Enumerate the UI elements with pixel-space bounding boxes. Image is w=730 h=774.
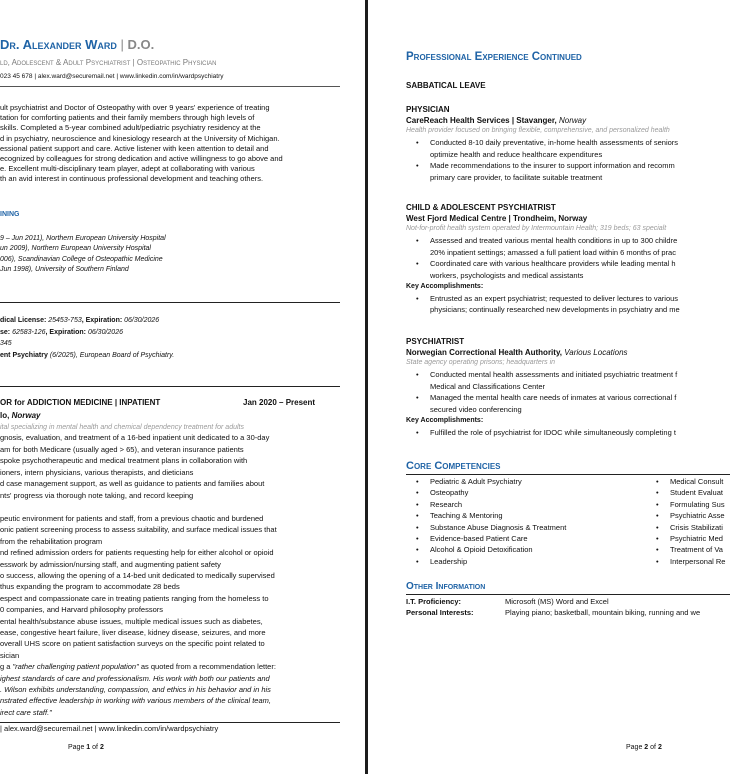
- accomplishment-line: • Fulfilled the role of psychiatrist for IDOC while simultaneously completing t: [430, 428, 676, 438]
- summary-line: ult psychiatrist and Doctor of Osteopathy with over 9 years' experience of treating: [0, 103, 270, 112]
- other-info-rule: [406, 594, 730, 595]
- job-org: [406, 348, 628, 357]
- job-bullet-line: nts' progress via thorough note taking, and record keeping: [0, 491, 194, 500]
- job-bullet-line: thus expanding the program to accommodate 28 beds: [0, 582, 180, 592]
- job-bullet-line: secured video conferencing: [430, 404, 522, 414]
- footer-rule: [0, 722, 340, 723]
- summary-line: d in psychiatry, neuroscience and kinesiology research at the University of Michigan.: [0, 133, 280, 143]
- job-bullet-line: • Conducted 8-10 daily preventative, in-home health assessments of seniors: [430, 138, 678, 148]
- job-bullet-line: peutic environment for patients and staff, from a previous chaotic and burdened: [0, 514, 264, 523]
- summary-line: skills. Completed a 5-year combined adult/pediatric psychiatry residency at the: [0, 123, 261, 133]
- job-title: CHILD & ADOLESCENT PSYCHIATRIST: [406, 203, 556, 212]
- competency-item: • Treatment of Va: [670, 545, 723, 555]
- license-item: [0, 316, 159, 326]
- license-value: 25453-753: [48, 317, 82, 324]
- job-title: PSYCHIATRIST: [406, 337, 465, 346]
- job-bullet-line: o success, allowing the opening of a 14-bed unit dedicated to medically supervised: [0, 571, 275, 580]
- competency-item: • Crisis Stabilizati: [670, 523, 723, 533]
- training-item: 006), Scandinavian College of Osteopathic Medicine: [0, 255, 163, 263]
- job-bullet-line: sician: [0, 650, 20, 660]
- license-exp-label: , Expiration:: [45, 329, 88, 336]
- header-rule: [0, 86, 340, 87]
- job-org-name: CareReach Health Services | Stavanger,: [406, 116, 559, 125]
- accomplishment-line: physicians; continually researched new developments in psychiatry and me: [430, 305, 680, 314]
- job-bullet-line: ental health/substance abuse issues, multiple medical issues such as diabetes,: [0, 616, 263, 626]
- job-bullet-line: esswork by admission/nursing staff, and augmenting patient safety: [0, 559, 221, 569]
- quote-line: nstrated effective leadership in working with various members of the clinical team,: [0, 696, 271, 706]
- competency-item: • Evidence-based Patient Care: [430, 534, 528, 544]
- job-bullet-line: nd refined admission orders for patients requesting help for either alcohol or opioid: [0, 548, 274, 558]
- summary-line: ecognized by colleagues for strong dedication and active willingness to go above and: [0, 154, 283, 163]
- summary-line: th an avid interest in continuous professional development and teaching others.: [0, 174, 264, 184]
- quote-line: . Wilson exhibits understanding, compassion, and ethics in his behavior and in his: [0, 685, 271, 695]
- job-location: lo, Norway: [0, 411, 41, 420]
- license-value: 62583-126: [12, 329, 46, 336]
- candidate-name: Dr. Alexander Ward: [0, 37, 117, 52]
- license-exp: 06/30/2026: [124, 317, 160, 324]
- it-value: Microsoft (MS) Word and Excel: [505, 597, 609, 606]
- page-number-1: Page 1 of 2: [68, 744, 104, 751]
- job-bullet-line: • Managed the mental health care needs of inmates at various correctional f: [430, 393, 676, 403]
- job-bullet-line: gnosis, evaluation, and treatment of a 16-bed inpatient unit dedicated to a 30-day: [0, 433, 270, 442]
- job-description: Not-for-profit health system operated by Intermountain Health; 319 beds; 63 specialt: [406, 225, 667, 232]
- job-title: OR for ADDICTION MEDICINE | INPATIENT: [0, 398, 161, 407]
- job-bullet-line: ease, congestive heart failure, liver disease, kidney disease, seizures, and more: [0, 628, 266, 637]
- training-item: Jun 1998), University of Southern Finland: [0, 266, 129, 274]
- job-bullet-line: d case management support, as well as guidance to patients and families about: [0, 479, 265, 489]
- interests-label: Personal Interests:: [406, 608, 474, 617]
- summary-line: tation for comforting patients and their family members through high levels of: [0, 113, 255, 123]
- job-bullet-line: • Conducted mental health assessments and initiated psychiatric treatment f: [430, 370, 677, 380]
- job-org: [406, 116, 586, 125]
- page-number-2: Page 2 of 2: [626, 744, 662, 751]
- job-bullet-line: overall UHS score on patient satisfaction surveys on the specific point related to: [0, 639, 265, 649]
- job-org: [406, 214, 587, 223]
- competency-item: • Psychiatric Asse: [670, 511, 725, 521]
- contact-line: 023 45 678 | alex.ward@securemail.net | www.linkedin.com/in/wardpsychiatry: [0, 73, 224, 80]
- license-value: (6/2025), European Board of Psychiatry.: [49, 352, 175, 359]
- competencies-heading: Core Competencies: [406, 460, 501, 472]
- job-org-location: Norway: [558, 116, 587, 125]
- license-label: se:: [0, 329, 13, 336]
- it-label: I.T. Proficiency:: [406, 597, 462, 606]
- license-item: [0, 328, 123, 338]
- license-item: [0, 351, 174, 361]
- credential: D.O.: [127, 37, 155, 52]
- accomplishment-line: • Entrusted as an expert psychiatrist; requested to deliver lectures to various: [430, 294, 678, 304]
- competency-item: • Formulating Sus: [670, 500, 725, 510]
- training-item: un 2009), Northern European University Hospital: [0, 245, 151, 253]
- job-bullet-line: onic patient screening process to assess suitability, and surface medical issues that: [0, 525, 277, 535]
- competency-item: • Student Evaluat: [670, 488, 723, 498]
- job-org-name: Norwegian Correctional Health Authority,: [406, 348, 565, 357]
- quote-line: ighest standards of care and professionalism. His work with both our patients and: [0, 674, 270, 683]
- job-bullet-line: espect and compassionate care in treating patients ranging from the homeless to: [0, 593, 269, 603]
- experience-continued-heading: Professional Experience Continued: [406, 51, 582, 63]
- job-bullet-line: 0 companies, and Harvard philosophy professors: [0, 605, 164, 615]
- training-item: 9 – Jun 2011), Northern European University Hospital: [0, 235, 166, 242]
- summary-line: e. Excellent multi-disciplinary team player, adept at collaborating with various: [0, 164, 255, 174]
- summary-line: essional patient support and care. Active listener with keen attention to detail and: [0, 143, 269, 153]
- job-bullet-line: workers, psychologists and medical assistants: [430, 270, 584, 280]
- license-exp: 06/30/2026: [87, 329, 123, 336]
- job-bullet-line: primary care provider, to facilitate suitable treatment: [430, 172, 603, 182]
- job-bullet-line: 20% inpatient settings; amassed a full patient load within 6 months of prac: [430, 247, 676, 257]
- license-label: ent Psychiatry: [0, 352, 50, 359]
- rule-job: [0, 386, 340, 387]
- competency-item: • Medical Consult: [670, 477, 723, 487]
- license-value: 345: [0, 340, 12, 347]
- competency-item: • Leadership: [430, 557, 467, 567]
- job-org-location: Various Locations: [564, 348, 628, 357]
- job-bullet-line: • Made recommendations to the insurer to support information and recomm: [430, 161, 675, 171]
- job-bullet-line: spoke psychotherapeutic and medical treatment plans in collaboration with: [0, 456, 248, 466]
- competency-item: • Interpersonal Re: [670, 557, 725, 567]
- training-heading: ining: [0, 208, 20, 219]
- competency-item: • Substance Abuse Diagnosis & Treatment: [430, 523, 566, 533]
- job-bullet-line: • Coordinated care with various healthcare providers while leading mental h: [430, 259, 676, 269]
- resume-page-2: [368, 0, 730, 774]
- job-bullet-line: • Assessed and treated various mental health conditions in up to 300 childre: [430, 236, 677, 246]
- job-title: PHYSICIAN: [406, 105, 450, 114]
- competency-item: • Research: [430, 500, 462, 510]
- job-bullet-line: am for both Medicare (usually aged > 65), and veteran insurance patients: [0, 444, 244, 454]
- competency-item: • Alcohol & Opioid Detoxification: [430, 545, 533, 555]
- other-info-heading: Other Information: [406, 581, 486, 592]
- license-label: dical License:: [0, 317, 49, 324]
- sabbatical-label: SABBATICAL LEAVE: [406, 81, 486, 90]
- competency-item: • Pediatric & Adult Psychiatry: [430, 477, 522, 487]
- quote-intro: g a "rather challenging patient population" as quoted from a recommendation letter:: [0, 662, 276, 671]
- key-accomplishments-label: Key Accomplishments:: [406, 417, 484, 424]
- job-org-name: West Fjord Medical Centre | Trondheim, Norway: [406, 214, 588, 223]
- job-description: Health provider focused on bringing flexible, comprehensive, and personalized health: [406, 127, 670, 134]
- license-exp-label: , Expiration:: [81, 317, 125, 324]
- competency-item: • Teaching & Mentoring: [430, 511, 503, 521]
- license-item: [0, 339, 12, 349]
- rule-licenses: [0, 302, 340, 303]
- job-dates: Jan 2020 – Present: [243, 398, 316, 407]
- job-bullet-line: ioners, intern physicians, various therapists, and dieticians: [0, 467, 194, 477]
- competency-item: • Psychiatric Med: [670, 534, 723, 544]
- job-bullet-line: optimize health and reduce healthcare expenditures: [430, 149, 603, 159]
- interests-value: Playing piano; basketball, mountain biking, running and we: [505, 608, 701, 617]
- quote-line: irect care staff.": [0, 707, 52, 717]
- job-description: State agency operating prisons; headquarters in: [406, 359, 556, 366]
- competency-item: • Osteopathy: [430, 488, 468, 498]
- footer-contact: | alex.ward@securemail.net | www.linkedin.com/in/wardpsychiatry: [0, 724, 219, 733]
- job-bullet-line: Medical and Classifications Center: [430, 381, 546, 391]
- name-header: Dr. Alexander Ward | D.O.: [0, 37, 155, 52]
- subtitle: ld, Adolescent & Adult Psychiatrist | Osteopathic Physician: [0, 58, 217, 67]
- job-bullet-line: from the rehabilitation program: [0, 536, 103, 546]
- key-accomplishments-label: Key Accomplishments:: [406, 283, 484, 290]
- competencies-rule: [406, 474, 730, 475]
- job-description: ital specializing in mental health and chemical dependency treatment for adults: [0, 424, 244, 431]
